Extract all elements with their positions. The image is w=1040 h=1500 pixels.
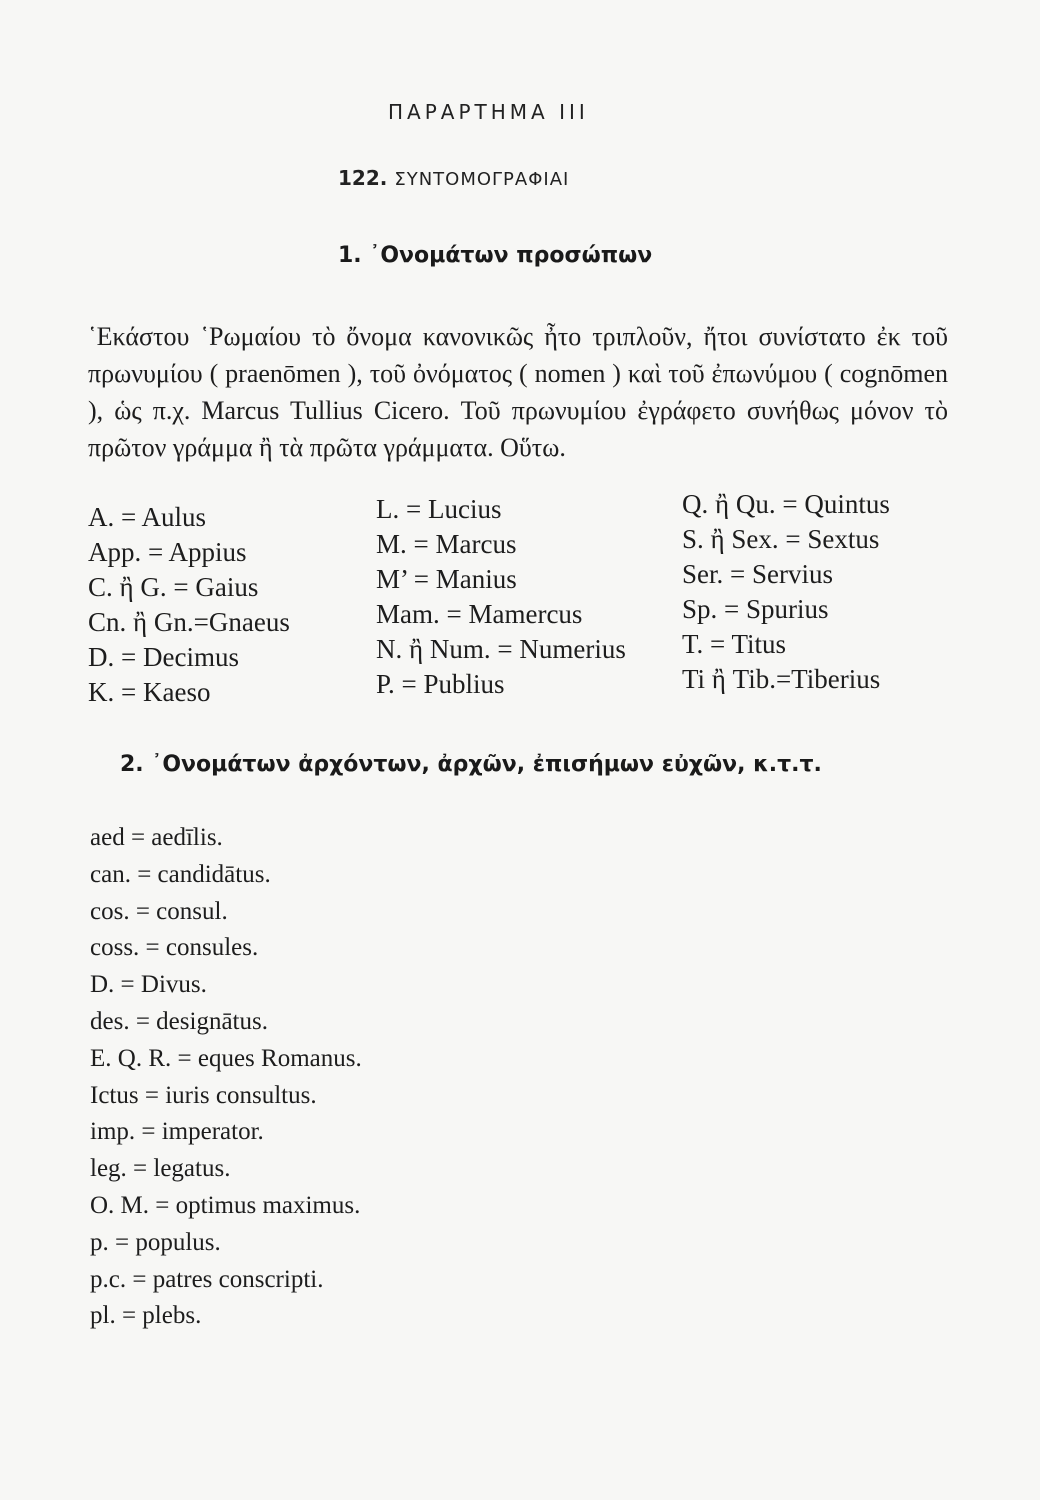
list-item: A. = Aulus [88,502,206,532]
list-item: L. = Lucius [376,494,502,524]
list-item: O. M. = optimus maximus. [90,1191,361,1219]
list-item: p. = populus. [90,1228,221,1256]
list-item: D. = Decimus [88,642,239,672]
list-item: leg. = legatus. [90,1155,231,1183]
list-item: coss. = consules. [90,934,259,962]
list-item: Sp. = Spurius [682,594,829,624]
list-item: can. = candidātus. [90,860,271,888]
list-item: D. = Divus. [90,971,207,999]
list-item: pl. = plebs. [90,1302,202,1330]
intro-paragraph: ῾Εκάστου ῾Ρωμαίου τὸ ὄνομα κανονικῶς ἦτο τριπλοῦν, ἤτοι συνίστατο ἐκ τοῦ πρωνυμίου ( praenōmen ), τοῦ ὀνόματος ( nomen ) καὶ τοῦ ἐπωνύμου ( cognōmen ), ὡς π.χ. Marcus Tullius Cicero. Τοῦ πρωνυμίου ἐγράφετο συνήθως μόνον τὸ πρῶτον γράμμα ἢ τὰ πρῶτα γράμματα. Οὕτω. [88,322,948,462]
list-item: P. = Publius [376,669,505,699]
list-item: Ictus = iuris consultus. [90,1081,317,1109]
subsection-heading-titles: 2. ᾿Ονομάτων ἀρχόντων, ἀρχῶν, ἐπισήμων εὐχῶν, κ.τ.τ. [120,752,822,777]
list-item: N. ἢ Num. = Numerius [376,634,626,664]
appendix-heading: ΠΑΡΑΡΤΗΜΑ III [388,100,589,124]
list-item: Q. ἢ Qu. = Quintus [682,489,890,519]
list-item: cos. = consul. [90,897,228,925]
list-item: E. Q. R. = eques Romanus. [90,1044,362,1072]
list-item: App. = Appius [88,537,247,567]
list-item: M’ = Manius [376,564,517,594]
list-item: p.c. = patres conscripti. [90,1265,324,1293]
section-name: ΣΥΝΤΟΜΟΓΡΑΦΙΑΙ [394,169,570,190]
list-item: C. ἢ G. = Gaius [88,572,259,602]
list-item: K. = Kaeso [88,677,211,707]
list-item: T. = Titus [682,629,787,659]
list-item: imp. = imperator. [90,1118,264,1146]
section-title [338,166,569,190]
list-item: Mam. = Mamercus [376,599,583,629]
list-item: Cn. ἢ Gn.=Gnaeus [88,607,290,637]
list-item: Ser. = Servius [682,559,833,589]
subsection-heading-persons: 1. ᾿Ονομάτων προσώπων [338,243,653,268]
list-item: aed = aedīlis. [90,824,223,851]
list-item: S. ἢ Sex. = Sextus [682,524,880,554]
list-item: M. = Marcus [376,529,517,559]
list-item: Ti ἢ Tib.=Tiberius [682,664,881,694]
titles-list [90,820,362,1335]
names-column-3 [682,487,890,697]
names-column-1 [88,500,290,710]
names-column-2 [376,492,626,702]
section-number: 122. [338,166,388,190]
list-item: des. = designātus. [90,1007,268,1035]
